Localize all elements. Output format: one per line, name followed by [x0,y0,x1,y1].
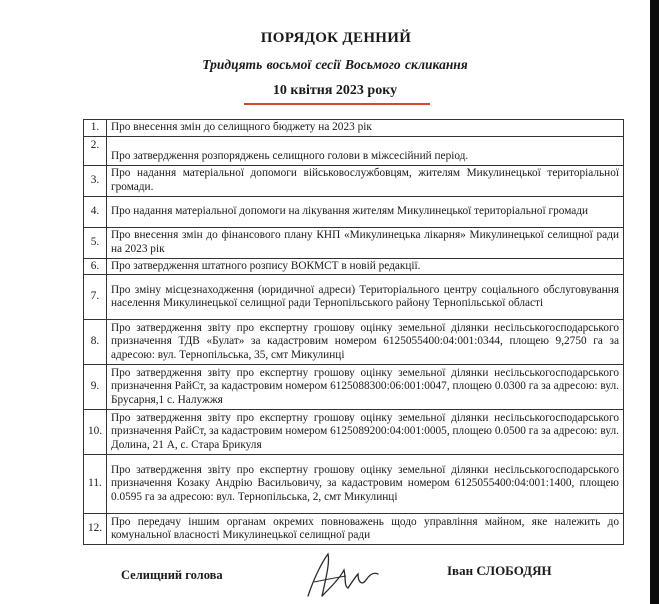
agenda-text: Про затвердження звіту про експертну грошову оцінку земельної ділянки несільськогосподарського призначення РайСт, за кадастровим номером 6125088300:06:001:0047, площею 0.0300 га за адресою: вул. Брусарня,1 с. Налужжя [107,365,624,410]
agenda-number: 1. [84,120,107,137]
agenda-number: 8. [84,320,107,365]
agenda-row [84,258,624,275]
document-title: ПОРЯДОК ДЕННИЙ [260,30,412,46]
agenda-row [84,120,624,137]
agenda-text: Про затвердження звіту про експертну грошову оцінку земельної ділянки несільськогосподарського призначення ТДВ «Булат» за кадастровим номером 6125055400:04:001:0344, площею 9,2750 га за адресою: вул. Тернопільська, 35, смт Микулинці [107,320,624,365]
agenda-text: Про надання матеріальної допомоги на лікування жителям Микулинецької територіальної громади [107,196,624,227]
agenda-text: Про передачу іншим органам окремих повноважень щодо управління майном, яке належить до комунальної власності Микулинецької селищної ради [107,514,624,545]
agenda-text: Про затвердження звіту про експертну грошову оцінку земельної ділянки несільськогосподарського призначення РайСт, за кадастровим номером 6125089200:04:001:0005, площею 0.0500 га за адресою: вул. Долина, 21 А, с. Стара Брикуля [107,410,624,455]
agenda-row [84,165,624,196]
scan-edge [650,0,659,604]
agenda-number: 5. [84,227,107,258]
agenda-number: 3. [84,165,107,196]
agenda-number: 6. [84,258,107,275]
agenda-number: 2. [84,136,107,165]
agenda-text: Про затвердження розпоряджень селищного голови в міжсесійний період. [107,136,624,165]
agenda-number: 7. [84,275,107,320]
agenda-text: Про затвердження звіту про експертну грошову оцінку земельної ділянки несільськогосподарського призначення Козаку Андрію Васильовичу, за кадастровим номером 6125055400:04:001:1400, площею 0.0595 га за адресою: вул. Тернопільська, 2, смт Микулинці [107,455,624,514]
document-header [0,30,650,99]
agenda-row [84,275,624,320]
agenda-number: 12. [84,514,107,545]
agenda-number: 11. [84,455,107,514]
agenda-text: Про внесення змін до селищного бюджету на 2023 рік [107,120,624,137]
agenda-row [84,136,624,165]
agenda-row [84,410,624,455]
handwritten-signature [300,548,390,604]
agenda-row [84,227,624,258]
head-position: Селищний голова [121,568,223,582]
session-line: Тридцять восьмої сесії Восьмого скликання [202,57,468,72]
agenda-text: Про надання матеріальної допомоги військовослужбовцям, жителям Микулинецької територіальної громади. [107,165,624,196]
agenda-number: 4. [84,196,107,227]
agenda-text: Про внесення змін до фінансового плану КНП «Микулинецька лікарня» Микулинецької селищної ради на 2023 рік [107,227,624,258]
agenda-row [84,455,624,514]
agenda-number: 9. [84,365,107,410]
agenda-table [83,119,624,545]
agenda-text: Про зміну місцезнаходження (юридичної адреси) Територіального центру соціального обслуговування населення Микулинецької селищної ради Тернопільського району Тернопільської області [107,275,624,320]
head-name: Іван СЛОБОДЯН [447,563,552,578]
red-underline [244,103,430,105]
date-line: 10 квітня 2023 року [272,83,398,98]
agenda-number: 10. [84,410,107,455]
agenda-text: Про затвердження штатного розпису ВОКМСТ в новій редакції. [107,258,624,275]
agenda-row [84,514,624,545]
agenda-row [84,365,624,410]
agenda-row [84,196,624,227]
agenda-row [84,320,624,365]
